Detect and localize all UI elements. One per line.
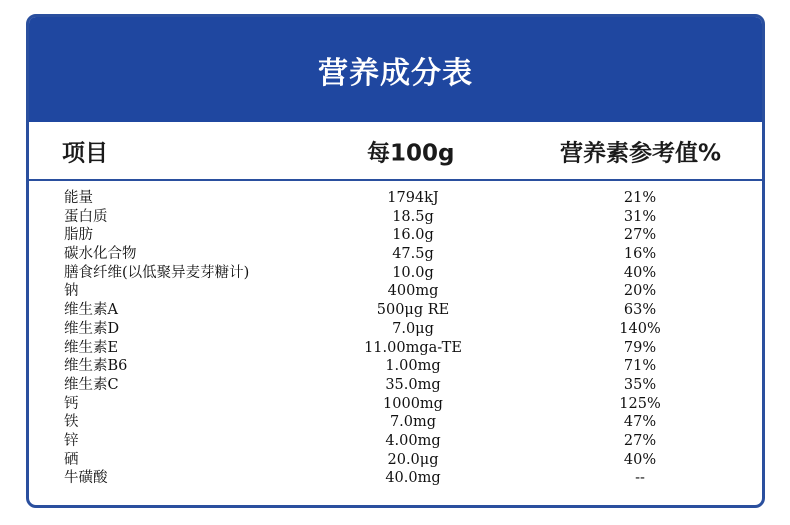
nutrient-name: 维生素C <box>64 376 119 393</box>
nutrient-nrv: 63% <box>623 302 657 319</box>
nutrient-per-100g: 7.0mg <box>389 414 437 431</box>
nutrient-per-100g: 10.0g <box>392 264 434 281</box>
table-row <box>29 226 762 245</box>
nutrient-name: 能量 <box>64 190 93 206</box>
nutrient-nrv: -- <box>635 470 645 487</box>
nutrient-per-100g: 400mg <box>387 283 439 300</box>
nutrient-nrv: 35% <box>623 376 657 393</box>
nutrient-per-100g: 16.0g <box>392 227 434 244</box>
table-row <box>29 376 762 395</box>
table-row <box>29 339 762 358</box>
nutrient-name: 碳水化合物 <box>64 246 137 263</box>
table-row <box>29 208 762 227</box>
nutrient-per-100g: 1000mg <box>383 395 443 412</box>
nutrient-per-100g: 4.00mg <box>385 432 441 449</box>
table-row <box>29 432 762 451</box>
nutrient-name: 钙 <box>64 395 79 412</box>
nutrient-nrv: 31% <box>623 208 657 225</box>
header-per-100g: 每100g <box>367 140 455 166</box>
nutrient-name: 硒 <box>64 451 79 468</box>
nutrient-per-100g: 500μg RE <box>376 302 450 319</box>
table-row <box>29 282 762 301</box>
nutrient-name: 锌 <box>64 432 79 449</box>
table-row <box>29 320 762 339</box>
table-row <box>29 189 762 208</box>
nutrient-nrv: 16% <box>623 246 657 263</box>
nutrient-nrv: 71% <box>623 358 657 375</box>
nutrient-name: 维生素D <box>64 320 120 337</box>
nutrition-facts-panel <box>26 14 765 508</box>
table-row <box>29 413 762 432</box>
nutrient-name: 膳食纤维(以低聚异麦芽糖计) <box>64 264 250 281</box>
nutrient-per-100g: 1794kJ <box>387 190 439 206</box>
nutrient-per-100g: 35.0mg <box>385 376 441 393</box>
nutrient-nrv: 20% <box>623 283 657 300</box>
table-row <box>29 245 762 264</box>
header-nrv-percent: 营养素参考值% <box>560 140 722 166</box>
nutrient-rows <box>29 181 762 488</box>
table-row <box>29 357 762 376</box>
nutrient-nrv: 125% <box>619 395 661 412</box>
nutrient-name: 蛋白质 <box>64 208 108 225</box>
title-bar <box>29 17 762 122</box>
nutrient-name: 维生素B6 <box>64 358 128 375</box>
nutrient-nrv: 27% <box>623 432 657 449</box>
table-row <box>29 395 762 414</box>
table-row <box>29 451 762 470</box>
nutrient-nrv: 21% <box>623 190 657 206</box>
nutrient-nrv: 40% <box>623 451 657 468</box>
panel-title: 营养成分表 <box>318 55 473 91</box>
nutrient-nrv: 27% <box>623 227 657 244</box>
nutrient-per-100g: 18.5g <box>392 208 434 225</box>
nutrient-nrv: 79% <box>623 339 657 356</box>
nutrient-per-100g: 1.00mg <box>385 358 441 375</box>
nutrient-nrv: 40% <box>623 264 657 281</box>
table-row <box>29 264 762 283</box>
nutrient-name: 铁 <box>64 414 79 431</box>
nutrient-nrv: 47% <box>623 414 657 431</box>
nutrient-name: 牛磺酸 <box>64 470 108 487</box>
table-row <box>29 469 762 488</box>
nutrient-nrv: 140% <box>619 320 661 337</box>
header-item: 项目 <box>62 140 108 166</box>
nutrient-name: 维生素E <box>64 339 119 356</box>
nutrient-name: 维生素A <box>64 302 118 319</box>
nutrient-per-100g: 11.00mga-TE <box>364 339 462 356</box>
nutrient-per-100g: 47.5g <box>392 246 434 263</box>
nutrient-per-100g: 7.0μg <box>392 320 434 337</box>
table-row <box>29 301 762 320</box>
nutrient-name: 钠 <box>64 283 79 300</box>
nutrient-per-100g: 20.0μg <box>387 451 439 468</box>
column-header-row <box>29 122 762 181</box>
nutrient-per-100g: 40.0mg <box>385 470 441 487</box>
nutrient-name: 脂肪 <box>64 227 93 244</box>
